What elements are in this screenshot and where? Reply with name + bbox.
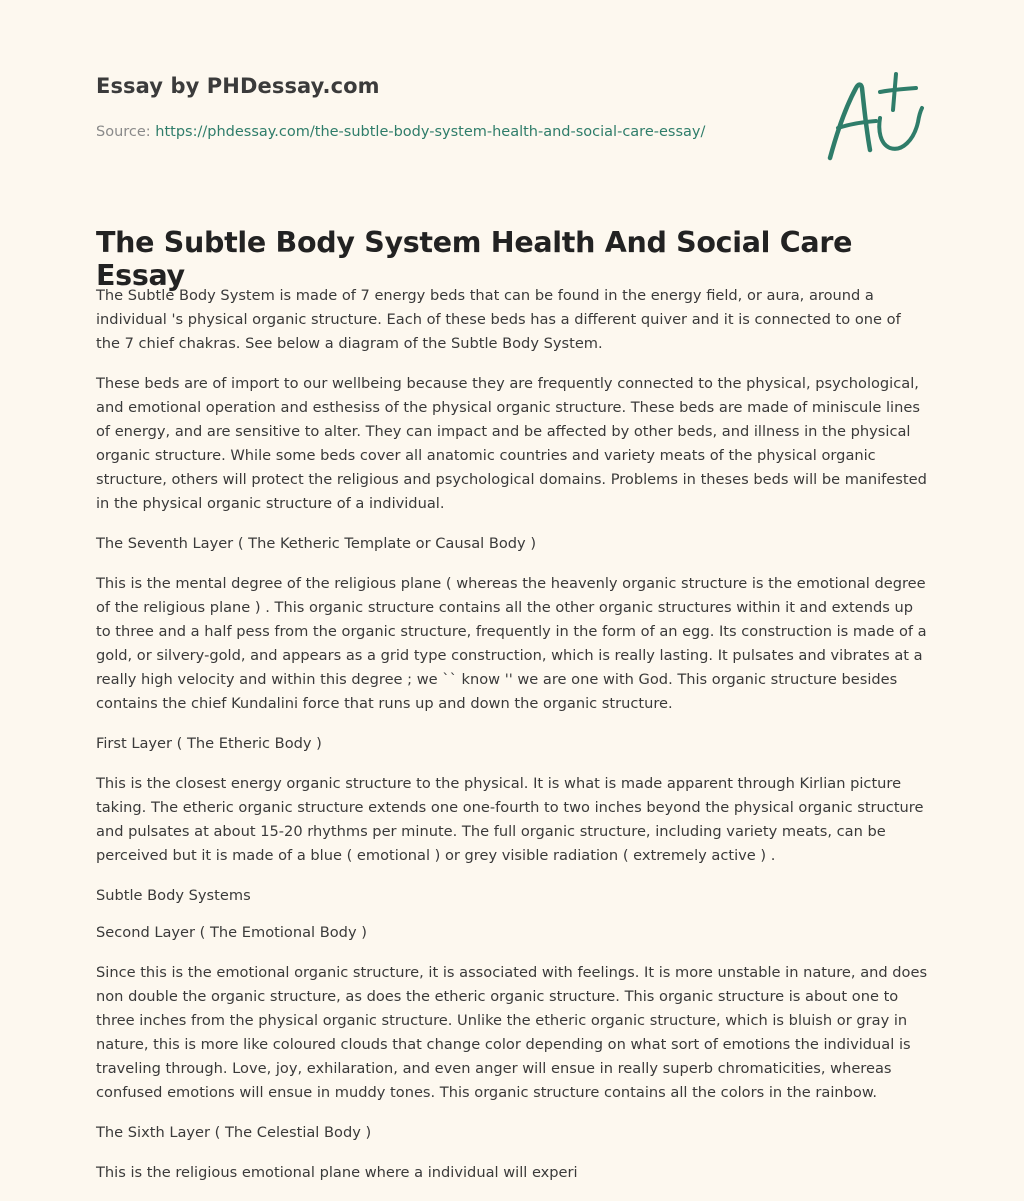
essay-paragraph: This is the closest energy organic structure to the physical. It is what is made apparent through Kirlian picture taking. The etheric organic structure extends one one-fourth to two inches beyond the physical organic structure and pulsates at about 15-20 rhythms per minute. The full organic structure, including variety meats, can be perceived but it is made of a blue ( emotional ) or grey visible radiation ( extremely active ) . [96,775,924,864]
essay-body [96,284,928,1201]
site-brand[interactable]: Essay by PHDessay.com [96,74,380,98]
a-plus-logo-icon [818,66,930,166]
section-heading: Subtle Body Systems [96,887,251,904]
essay-paragraph: Since this is the emotional organic structure, it is associated with feelings. It is more unstable in nature, and does non double the organic structure, as does the etheric organic structure. This organic structure is about one to three inches from the physical organic structure. Unlike the etheric organic structure, which is bluish or gray in nature, this is more like coloured clouds that change color depending on what sort of emotions the individual is traveling through. Love, joy, exhilaration, and even anger will ensue in really superb chromaticities, whereas confused emotions will ensue in muddy tones. This organic structure contains all the colors in the rainbow. [96,964,928,1101]
section-heading: First Layer ( The Etheric Body ) [96,735,322,752]
section-heading: The Sixth Layer ( The Celestial Body ) [96,1124,372,1141]
section-heading: Second Layer ( The Emotional Body ) [96,924,367,941]
essay-title: The Subtle Body System Health And Social Care Essay [96,226,853,292]
essay-paragraph: The Subtle Body System is made of 7 energy beds that can be found in the energy field, or aura, around a individual 's physical organic structure. Each of these beds has a different quiver and it is connected to one of the 7 chief chakras. See below a diagram of the Subtle Body System. [96,287,901,352]
essay-paragraph: This is the mental degree of the religious plane ( whereas the heavenly organic structure is the emotional degree of the religious plane ) . This organic structure contains all the other organic structures within it and extends up to three and a half pess from the organic structure, frequently in the form of an egg. Its construction is made of a gold, or silvery-gold, and appears as a grid type construction, which is really lasting. It pulsates and vibrates at a really high velocity and within this degree ; we `` know '' we are one with God. This organic structure besides contains the chief Kundalini force that runs up and down the organic structure. [96,575,927,712]
essay-paragraph: These beds are of import to our wellbeing because they are frequently connected to the physical, psychological, and emotional operation and esthesiss of the physical organic structure. These beds are made of miniscule lines of energy, and are sensitive to alter. They can impact and be affected by other beds, and illness in the physical organic structure. While some beds cover all anatomic countries and variety meats of the physical organic structure, others will protect the religious and psychological domains. Problems in theses beds will be manifested in the physical organic structure of a individual. [96,375,927,512]
source-link[interactable]: https://phdessay.com/the-subtle-body-system-health-and-social-care-essay/ [155,124,706,140]
section-heading: The Seventh Layer ( The Ketheric Template or Causal Body ) [96,535,537,552]
essay-paragraph: This is the religious emotional plane where a individual will experi [96,1164,578,1181]
source-line [96,124,705,140]
source-label: Source: [96,124,151,140]
site-header [96,74,796,98]
